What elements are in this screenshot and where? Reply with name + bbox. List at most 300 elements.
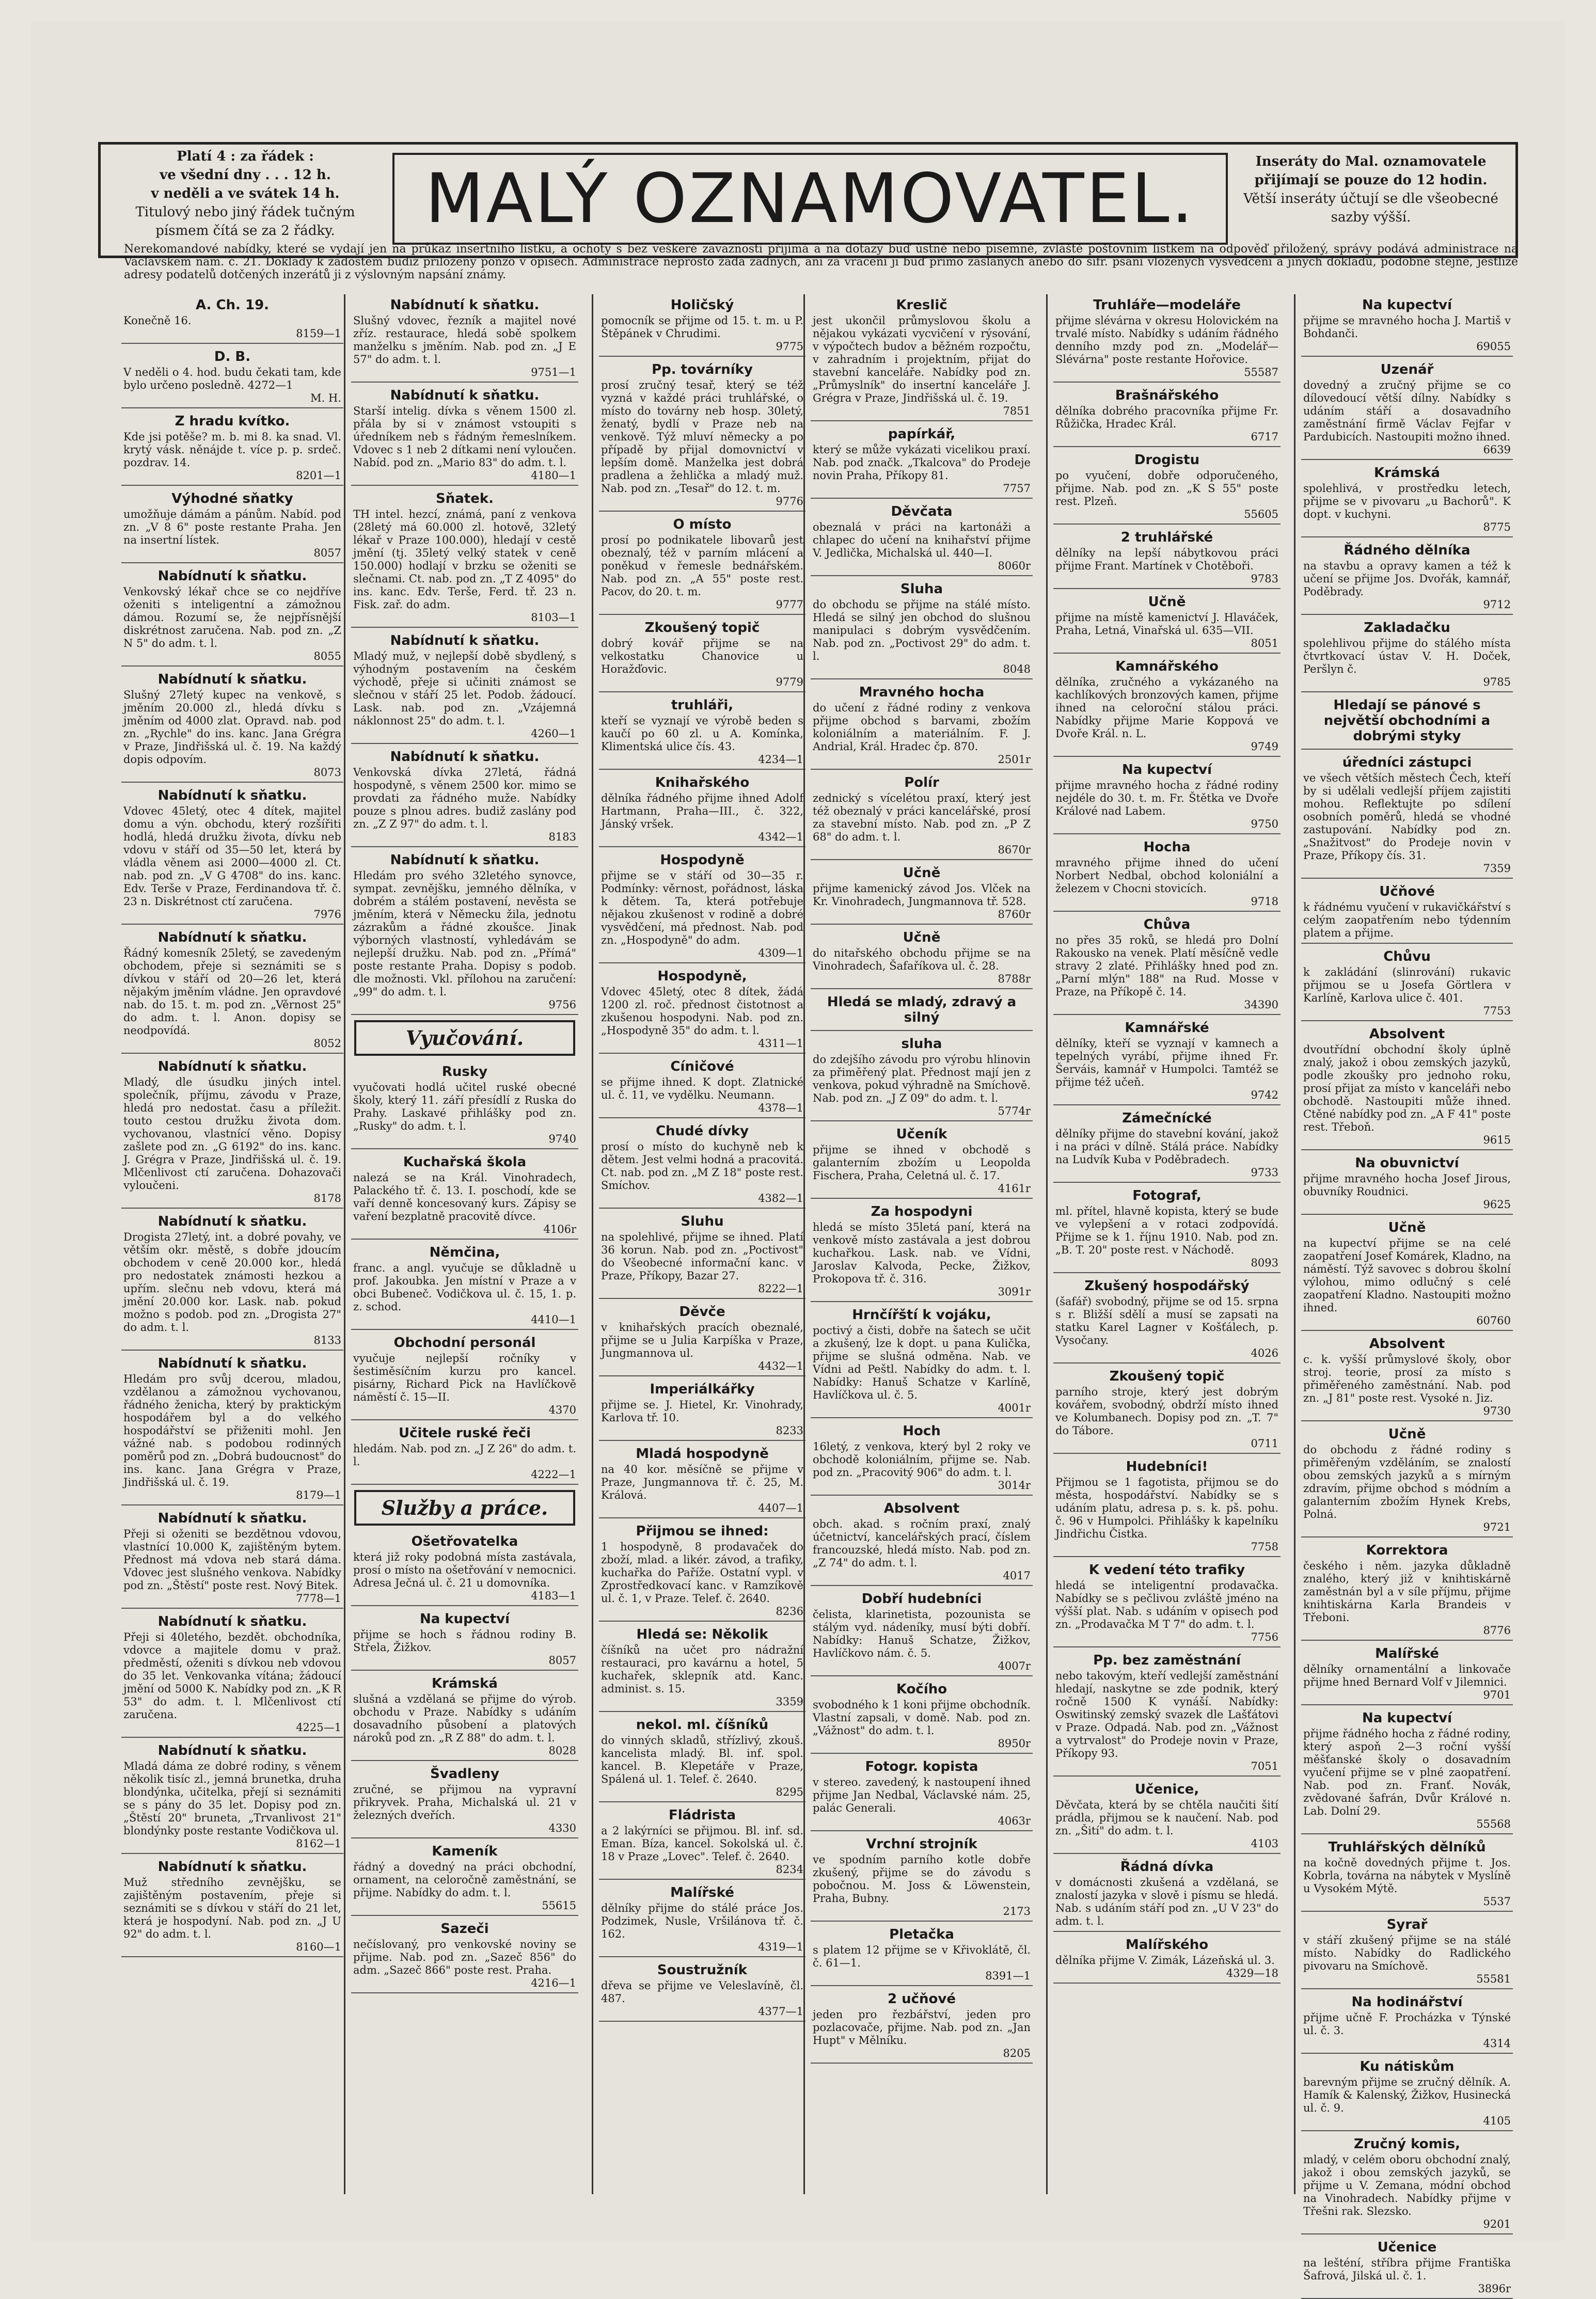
ad-heading: A. Ch. 19. [195,297,270,313]
ad-text: do obchodu z řádné rodiny s přiměřeným vzděláním, se znalostí obou zemských jazyků a s mírným zdravím, přijme obchod s módním a galanterním zbožím Hynek Krebs, Polná. [1303,1444,1511,1520]
classified-ad [599,1804,805,1880]
ad-heading: Nabídnutí k sňatku. [157,1214,307,1229]
classified-ad [599,772,805,847]
ad-reference-number: 4183—1 [531,1590,576,1602]
ad-reference-number: 8183 [548,831,576,843]
ad-heading: Učně [903,930,941,945]
ad-reference-number: 5774r [998,1105,1031,1117]
ad-heading: Hledá se: Několik [636,1627,768,1642]
ad-heading: Mladá hospodyně [636,1446,769,1462]
ad-text: se přijme ihned. K dopt. Zlatnické ul. č. 11, ve vydělku. Neumann. [601,1076,803,1101]
ad-text: která již roky podobná místa zastávala, prosí o místo na ošetřování v nemocnici. Adresa Ječná ul. č. 21 u domovníka. [353,1551,576,1589]
ad-text: čelista, klarinetista, pozounista se stálým vyd. nádeníky, musí býti dobří. Nabídky: Hanuš Schatze, Žižkov, Havlíčkovo nám. č. 5. [813,1608,1031,1659]
ad-reference-number: 9701 [1483,1689,1511,1701]
ad-text: poctivý a čisti, dobře na šatech se učit a zkušený, lze k dopt. u pana Kulička, přijme se slušná odměna. Nab. ve Vídni ad Peštl. Nabídky do adm. t. l. Nabídky: Hanuš Schatze v Karlíně, Havlíčkova ul. č. 5. [813,1324,1031,1401]
classified-ad [1301,2056,1513,2131]
ad-text: přijme řádného hocha z řádné rodiny, který aspoň 2—3 roční vyšší měšťanské školy o dosavadním vyučení přijme se v plné zaopatření. Nab. pod zn. Franť. Novák, zvědované šafrán, Dvůr Králové n. Lab. Dolní 29. [1303,1727,1511,1817]
ad-text: na kupectví přijme se na celé zaopatření Josef Komárek, Kladno, na náměstí. Týž savovec s dobrou školní výlohou, mimo odlučný s celé zaopatření Kladno. Nastoupiti možno ihned. [1303,1237,1511,1314]
ad-reference-number: 9783 [1251,573,1278,585]
classified-ad [121,294,343,344]
ad-heading: Ku nátiskům [1360,2059,1455,2074]
classified-ad [121,1508,343,1609]
ad-heading: Učňové [1379,884,1435,899]
ad-reference-number: 7851 [1003,405,1031,417]
ad-reference-number: 9756 [548,998,576,1011]
ad-heading: Nabídnutí k sňatku. [390,749,540,765]
ad-heading: Hospodyně [660,852,745,868]
ad-text: dělníky na lepší nábytkovou práci přijme Frant. Martínek v Chotěboři. [1055,547,1278,572]
ad-text: kteří se vyznají ve výrobě beden s kaučí po 60 zl. u A. Komínka, Klimentská ulice čís. 43. [601,715,803,753]
ad-heading: Absolvent [1369,1026,1445,1042]
ad-heading: Učenice, [1134,1782,1199,1797]
classified-ad [811,862,1033,925]
classified-ad [351,1531,578,1606]
ad-reference-number: 9730 [1483,1405,1511,1417]
ad-text: Venkovský lékař chce se co nejdříve oženiti s inteligentní a zámožnou dámou. Rozumí se, že nejpřísnější diskrétnost zaručena. Nab. pod zn. „Z N 5" do adm. t. l. [123,585,341,649]
classified-ad [121,410,343,486]
ad-heading: Výhodné sňatky [171,491,293,506]
ad-heading: Zakladačku [1364,620,1450,636]
classified-ad [1053,385,1281,447]
ad-reference-number: 8179—1 [296,1489,341,1501]
classified-ad [1301,2133,1513,2234]
classified-ad [811,1498,1033,1586]
ad-reference-number: 4330 [548,1822,576,1834]
classified-ad [599,1301,805,1376]
ad-text: v knihařských pracích obeznalé, přijme se u Julia Karpíška v Praze, Jungmannova ul. [601,1321,803,1359]
pricing-line: v neděli a ve svátek 14 h. [151,186,340,201]
ad-reference-number: 4382—1 [758,1192,803,1204]
ad-reference-number: 8234 [776,1863,803,1876]
classified-ad [1301,1540,1513,1641]
ad-text: Řádný komesník 25letý, se zavedeným obchodem, přeje si seznámiti se s dívkou v stáří od 20—26 let, která nějakým jměním vládne. Jen opravdové nab. do 15. t. m. pod zn. „Věrnost 25" do adm. t. l. Anon. dopisy se neodpovídá. [123,947,341,1037]
ad-text: dělníka přijme V. Zimák, Lázeňská ul. 3. [1055,1954,1275,1967]
ad-text: Hledám pro svůj dcerou, mladou, vzdělanou a zámožnou vychovanou, řádného ženicha, který by praktickým hospodářem byl a do velkého hospodářství se přiženiti mohl. Jen vážné nab. s podobou rodinných poměrů pod zn. „Dobrá budoucnost" do ins. kanc. Jana Grégra v Praze, Jindřišská ul. č. 19. [123,1373,341,1488]
classified-ad [121,1611,343,1738]
ad-reference-number: 4410—1 [531,1313,576,1326]
ad-reference-number: 2173 [1003,1905,1031,1917]
ad-heading: Sluhu [681,1214,724,1229]
ad-text: Mladý muž, v nejlepší době sbydlený, s výhodným postavením na českém východě, přeje si učiniti známost se slečnou v stáří 25 let. Podob. žádoucí. Lask. nab. pod zn. „Vzájemná náklonnost 25" do adm. t. l. [353,650,576,727]
classified-ad [811,927,1033,989]
classified-ad [351,488,578,628]
ad-reference-number: 8233 [776,1424,803,1437]
ad-text: českého i něm. jazyka důkladně znalého, který již v knihtiskárně zaměstnán byl a v síle příjmu, přijme knihtiskárna Karla Brandeis v Třeboni. [1303,1560,1511,1624]
classified-ad [599,1714,805,1802]
ad-reference-number: 60760 [1476,1314,1511,1327]
ad-heading: Polír [904,775,939,790]
classified-ad [599,1056,805,1118]
ad-text: Děvčata, která by se chtěla naučiti šití prádla, přijmou se k naučení. Nab. pod zn. „Šití" do adm. t. l. [1055,1799,1278,1837]
classified-ad [811,1420,1033,1496]
ad-reference-number: 55587 [1244,366,1278,378]
ad-heading: Uzenář [1380,362,1434,377]
ad-heading: Knihařského [655,775,750,790]
classified-ad [1053,591,1281,654]
ad-heading: Nabídnutí k sňatku. [390,297,540,313]
classified-ad [1301,1707,1513,1834]
ad-text: umožňuje dámám a pánům. Nabíd. pod zn. „V 8 6" poste restante Praha. Jen na insertní lístek. [123,508,341,546]
ad-reference-number: 0711 [1251,1437,1278,1450]
ad-heading: Ošetřovatelka [411,1534,518,1549]
ad-text: nečíslovaný, pro venkovské noviny se přijme. Nab. pod zn. „Sazeč 856" do adm. „Sazeč 866" poste rest. Praha. [353,1938,576,1976]
ad-reference-number: 9721 [1483,1521,1511,1533]
classified-ad [1301,1023,1513,1150]
ad-reference-number: 4103 [1251,1837,1278,1850]
ad-reference-number: 9712 [1483,598,1511,611]
ad-text: Konečně 16. [123,314,192,327]
ad-text: slušná a vzdělaná se přijme do výrob. obchodu v Praze. Nabídky s udáním dosavadního působení a platových nároků pod zn. „R Z 88" do adm. t. l. [353,1693,576,1744]
ad-reference-number: 2501r [998,753,1031,766]
ad-text: prosí zručný tesař, který se též vyzná v každé práci truhlářské, o místo do továrny neb hosp. 30letý, ženatý, bydlí v Praze neb na venkově. Týž mluví německy a po případě by přijal domovnictví v lepším domě. Manželka jest dobrá pradlena a žehlička a mladý muž. Nab. pod zn. „Tesař" do 12. t. m. [601,379,803,495]
classified-ad [599,965,805,1054]
deadline-box [1237,152,1505,245]
ad-text: vyučuje nejlepší ročníky v šestiměsíčním kurzu pro kancel. pisárny, Richard Pick na Havlíčkově náměstí č. 15—II. [353,1352,576,1403]
classified-ad [811,1201,1033,1302]
classified-ad [121,1056,343,1209]
ad-reference-number: 8073 [313,766,341,779]
ad-text: franc. a angl. vyučuje se důkladně u prof. Jakoubka. Jen místní v Praze a v obci Bubeneč. Vodičkova ul. č. 15, 1. p. z. schod. [353,1262,576,1313]
classified-ad [121,346,343,408]
ad-heading: Řádného dělníka [1344,543,1471,558]
ad-text: který se může vykázati vicelikou praxí. Nab. pod značk. „Tkalcova" do Prodeje novin Praha, Příkopy 81. [813,443,1031,482]
ad-text: Hledám pro svého 32letého synovce, sympat. zevnějšku, jemného dělníka, v dobrém a stálém postavení, nevěsta se jměním, která v Německu žila, jednotu zázrakům a řádné zkoušce. Jinak výborných vlastností, vyhledávám se nejlepší družku. Nab. pod zn. „Přímá" poste restante Praha. Dopisy s podob. dle možnosti. Vkl. přílohou na zaručení: „99" do adm. t. l. [353,869,576,998]
ad-heading: Nabídnutí k sňatku. [157,788,307,803]
ad-text: Mladá dáma ze dobré rodiny, s věnem několik tisíc zl., jemná brunetka, druha blondýnka, učitelka, přejí si seznámiti se s pány do 35 let. Dopisy pod zn. „Štěstí 20" bruneta, „Trvanlivost 21" blondýnky poste restante Vodičkova ul. [123,1760,341,1837]
ad-heading: Hospodyně, [657,969,747,984]
ad-text: parního stroje, který jest dobrým kovářem, svobodný, obdrží místo ihned ve Kolumbanech. Dopisy pod zn. „T. 7" do Tábore. [1055,1386,1278,1437]
ad-heading: Na kupectví [1362,297,1452,313]
ad-text: Venkovská dívka 27letá, řádná hospodyně, s věnem 2500 kor. mimo se provdati za řádného muže. Nabídky pouze s plnou adres. budiž zaslány pod zn. „Z Z 97" do adm. t. l. [353,766,576,830]
ad-text: v domácnosti zkušená a vzdělaná, se znalostí jazyka v slově i písmu se hledá. Nab. s udáním stáří pod zn. „U V 23" do adm. t. l. [1055,1876,1278,1927]
ad-heading: O místo [673,517,732,532]
deadline-line: Větší inseráty účtují se dle všeobecné sazby výšší. [1243,191,1498,225]
ad-heading: Učně [1388,1426,1426,1442]
classified-ad [1301,359,1513,460]
classified-ad [1053,1934,1281,1984]
ad-text: spolehlivou přijme do stálého místa čtvrtkovací ústav V. H. Doček, Peršlyn č. [1303,637,1511,675]
ad-reference-number: 8057 [548,1654,576,1667]
ad-reference-number: 9779 [776,676,803,688]
classified-ad [811,1304,1033,1418]
classified-ad [1053,294,1281,383]
ad-text: pomocník se přijme od 15. t. m. u P. Štěpánek v Chrudimi. [601,314,803,340]
column-rule [592,294,593,2194]
classified-ad [811,681,1033,770]
classified-ad [1301,1991,1513,2054]
classified-ad [811,772,1033,860]
ad-heading: Chůva [1143,917,1191,932]
ad-text: mladý, v celém oboru obchodní znalý, jakož i obou zemských jazyků, se přijme u V. Zemana, módní obchod na Vinohradech. Nabídky přijme v Třešni rak. Slezsko. [1303,2153,1511,2217]
ad-reference-number: 9785 [1483,676,1511,688]
classified-ad [811,1924,1033,1986]
ad-reference-number: 8950r [998,1737,1031,1750]
classified-ad [1053,914,1281,1015]
ad-reference-number: 8057 [313,547,341,559]
ad-heading: Hudebníci! [1126,1459,1208,1474]
ad-heading: Na kupectví [419,1611,510,1627]
classified-ad [1301,1643,1513,1705]
pricing-line: Titulový nebo jiný řádek tučným písmem čítá se za 2 řádky. [135,204,355,239]
ad-reference-number: 4319—1 [758,1941,803,1953]
classified-ad [1301,2237,1513,2299]
ad-heading: Pp. bez zaměstnání [1093,1653,1241,1668]
classified-ad [1301,1914,1513,1989]
ad-heading: Kamnářského [1115,659,1219,674]
ad-text: zednický s vícelétou praxí, který jest též obeznalý v práci kancelářské, prosí za stavební místo. Nab. pod zn. „P Z 68" do adm. t. l. [813,792,1031,843]
classified-ad [351,1061,578,1149]
classified-ad [1053,1017,1281,1105]
ad-heading: úředníci zástupci [1342,755,1472,770]
classified-ad [811,1033,1033,1121]
classified-ad [811,1678,1033,1754]
ad-reference-number: 8788r [998,973,1031,985]
ad-reference-number: 8760r [998,908,1031,921]
classified-ad [1301,946,1513,1021]
ad-heading: Řádná dívka [1120,1859,1214,1875]
ad-reference-number: 8236 [776,1605,803,1618]
ad-column-5 [1053,294,1281,2194]
ad-reference-number: 9740 [548,1133,576,1145]
classified-ad [811,1588,1033,1676]
ad-reference-number: 8159—1 [296,327,341,340]
ad-reference-number: 3091r [998,1286,1031,1298]
ad-text: c. k. vyšší průmyslové školy, obor stroj. teorie, prosí za místo s přiměřeného zaměstnání. Nab. pod zn. „J 81" poste rest. Vysoké n. Jiz. [1303,1353,1511,1404]
ad-text: dělníka řádného přijme ihned Adolf Hartmann, Praha—III., č. 322, Jánský vršek. [601,792,803,830]
classified-ad [599,1443,805,1518]
ad-heading: Korrektora [1366,1543,1448,1558]
ad-heading: Nabídnutí k sňatku. [157,1511,307,1526]
ad-heading: Hledá se mladý, zdravý a silný [827,994,1017,1025]
ad-reference-number: 7758 [1251,1541,1278,1553]
ad-heading: Nabídnutí k sňatku. [390,388,540,403]
ad-column-6 [1301,294,1513,2295]
ad-reference-number: 3014r [998,1479,1031,1492]
ad-text: dělníky ornamentální a linkovače přijme hned Bernard Volf v Jilemnici. [1303,1663,1511,1688]
ad-heading: Soustružník [657,1962,748,1978]
ad-heading: 2 učňové [887,1991,956,2007]
ad-reference-number: 4329—18 [1226,1967,1278,1979]
ad-heading: papírkář, [888,426,956,442]
ad-heading: Cíničové [670,1059,734,1074]
ad-text: do zdejšího závodu pro výrobu hlinovin za přiměřený plat. Přednost mají jen z venkova, pokud výhradně na Smíchově. Nab. pod zn. „J Z 09" do adm. t. l. [813,1053,1031,1104]
ad-text: přijme kamenický závod Jos. Vlček na Kr. Vinohradech, Jungmannova tř. 528. [813,882,1031,908]
ad-text: 16letý, z venkova, který byl 2 roky ve obchodě koloniálním, přijme se. Nab. pod zn. „Pracovitý 906" do adm. t. l. [813,1440,1031,1479]
classified-ad [351,1841,578,1916]
ad-heading: Dobří hudebníci [861,1591,982,1607]
classified-ad [1053,1275,1281,1363]
classified-ad [121,1856,343,1957]
pricing-line: ve všední dny . . . 12 h. [160,167,331,183]
ad-reference-number: 55615 [542,1899,576,1912]
ad-heading: Kreslič [896,297,947,313]
ad-heading: Nabídnutí k sňatku. [157,1614,307,1629]
ad-heading: Za hospodyni [871,1204,973,1219]
ad-text: v stereo. zavedený, k nastoupení ihned přijme Jan Nedbal, Václavské nám. 25, palác Generali. [813,1776,1031,1814]
ad-text: přijme mravného hocha z řádné rodiny nejdéle do 30. t. m. Fr. Štětka ve Dvoře Králové nad Labem. [1055,779,1278,817]
classified-ad [351,1763,578,1838]
ad-text: do nitařského obchodu přijme se na Vinohradech, Šafaříkova ul. č. 28. [813,947,1031,972]
ad-heading: Nabídnutí k sňatku. [157,568,307,584]
pricing-box [111,147,380,248]
ad-heading: Nabídnutí k sňatku. [157,1743,307,1758]
ad-text: přijme se hoch s řádnou rodiny B. Střela, Žižkov. [353,1628,576,1654]
classified-ad [599,694,805,770]
classified-ad [121,927,343,1054]
ad-text: přijme se ihned v obchodě s galanterním zbožím u Leopolda Fischera, Praha, Celetná ul. č. 17. [813,1144,1031,1182]
ad-heading: Kočího [896,1682,947,1697]
classified-ad [351,1673,578,1761]
classified-ad [811,1123,1033,1199]
ad-heading: Rusky [441,1064,488,1080]
ad-text: svobodného k 1 koni přijme obchodník. Vlastní zapsali, v domě. Nab. pod zn. „Vážnost" do adm. t. l. [813,1699,1031,1737]
ad-reference-number: 8052 [313,1037,341,1050]
ad-heading: Holičský [670,297,734,313]
classified-ad [811,423,1033,499]
classified-ad [1053,759,1281,834]
ad-text: prosí po podnikatele libovarů jest obeznalý, též v parním mlácení a poněkud v řemesle bednářském. Nab. pod zn. „A 55" poste rest. Pacov, do 20. t. m. [601,534,803,598]
ad-text: hledám. Nab. pod zn. „J Z 26" do adm. t. l. [353,1442,576,1468]
ad-heading: Z hradu kvítko. [175,414,290,429]
ad-heading: Na kupectví [1362,1710,1452,1726]
classified-ad [351,385,578,486]
ad-reference-number: 9615 [1483,1134,1511,1146]
ad-text: Přeji si oženiti se bezdětnou vdovou, vlastnící 10.000 K, zajištěným bytem. Přednost má vdova neb stará dáma. Vdovec jest slušného venkova. Nabídky pod zn. „Štěstí" poste rest. Nový Bitek. [123,1528,341,1592]
classified-ad [351,849,578,1015]
ad-reference-number: 55605 [1244,508,1278,520]
ad-reference-number: 4432—1 [758,1360,803,1372]
classified-ad [351,1332,578,1420]
ad-text: Vdovec 45letý, otec 4 dítek, majitel domu a výn. obchodu, který rozšířiti hodlá, hledá družku života, dívku neb vdovu v stáří od 35—50 let, která by vládla věnem asi 2000—4000 zl. Ct. nab. pod zn. „V G 4708" do ins. kanc. Edv. Terše v Praze, Ferdinandova tř. č. 23 n. Diskrétnost ctí zaručena. [123,805,341,908]
ad-reference-number: 8670r [998,844,1031,856]
column-rule [1294,294,1295,2194]
ad-text: Vdovec 45letý, otec 8 dítek, žádá 1200 zl. roč. přednost čistotnost a zkušenou hospodyni. Nab. pod zn. „Hospodyně 35" do adm. t. l. [601,986,803,1037]
ad-text: ml. přítel, hlavně kopista, který se bude ve vylepšení a v rotaci zodpovídá. Přijme se k 1. říjnu 1910. Nab. pod zn. „B. T. 20" poste rest. v Náchodě. [1055,1205,1278,1256]
ad-text: jeden pro řezbářství, jeden pro pozlacovače, přijme. Nab. pod zn. „Jan Hupt" v Mělníku. [813,2008,1031,2047]
ad-text: dvoutřídní obchodní školy úplně znalý, jakož i obou zemských jazyků, podle zkoušky pro jednoho roku, prosí přijat za místo v kanceláři nebo obchodě. Nastoupiti může ihned. Ctěné nabídky pod zn. „A F 41" poste rest. Třeboň. [1303,1043,1511,1133]
ad-heading: Mravného hocha [859,685,985,700]
ad-reference-number: 4105 [1483,2115,1511,2127]
ad-text: no přes 35 roků, se hledá pro Dolní Rakousko na venek. Platí měsíčně vedle stravy 2 zlaté. Přihlášky hned pod zn. „Parní mlýn" 188" na Rud. Mosse v Praze, na Příkopě č. 14. [1055,934,1278,998]
ad-heading: Zručný komis, [1354,2136,1460,2152]
column-rule [803,294,805,2194]
classified-ad [1301,1333,1513,1421]
ad-heading: Učně [1388,1220,1426,1235]
classified-ad [599,514,805,615]
ad-text: Muž středního zevnějšku, se zajištěným postavením, přeje si seznámiti se s dívkou v stáří do 21 let, která je hospodyní. Nab. pod zn. „J U 92" do adm. t. l. [123,1876,341,1940]
classified-ad [121,669,343,783]
ad-text: na kočně dovedných přijme t. Jos. Kobrla, továrna na nábytek v Myslíně u Vysokém Mýtě. [1303,1857,1511,1895]
ad-reference-number: 8776 [1483,1624,1511,1637]
ad-heading: Hoch [903,1423,941,1439]
classified-ad [1053,1856,1281,1932]
classified-ad [1301,462,1513,537]
ad-heading: Chudé dívky [655,1123,749,1139]
ad-heading: Na kupectví [1121,762,1212,778]
ad-heading: Fotogr. kopista [865,1759,978,1774]
ad-reference-number: 55581 [1476,1973,1511,1985]
ad-heading: Kamnářské [1125,1020,1209,1036]
ad-heading: Pp. továrníky [652,362,753,377]
classified-ad [1053,1559,1281,1647]
classified-ad [599,1211,805,1299]
ad-heading: Krámská [432,1676,498,1691]
classified-ad [351,294,578,383]
ad-reference-number: 7976 [313,908,341,921]
classified-ad [599,1959,805,2022]
ad-heading: Učitele ruské řeči [399,1425,531,1441]
ad-heading: Syrař [1386,1917,1428,1932]
ad-text: na stavbu a opravy kamen a též k učení se přijme Jos. Dvořák, kamnář, Poděbrady. [1303,560,1511,598]
classified-ad [121,785,343,925]
administration-notice: Nerekomandové nabídky, které se vydají jen na průkaz insertního lístku, a ochoty s bez veškeré zavaznosti přijímá a na dotazy buď ústně nebo písemně, zvláště poštovním lístkem na odpověď přiložený, správy podává administrace na Václavském nám. č. 21. Doklady k žádostem budiž přiložený ponzo v opisech. Administrace neprosto žádá zadných, ani za vracení ji buď přímo zaslaných anebo do šifr. psaní vložených vysvědčení a jiných dokladů, podobně stejně, jestliže adresy podatelů dotčených inzerátů ji z výslovným napsání známy. [124,243,1518,281]
ad-reference-number: 4378—1 [758,1102,803,1114]
ad-heading: Sazeči [440,1921,489,1937]
ad-text: mravného přijme ihned do učení Norbert Nedbal, obchod koloniální a železem v Chocni stovicích. [1055,857,1278,895]
ad-reference-number: 7051 [1251,1760,1278,1772]
ad-reference-number: 8295 [776,1786,803,1798]
pricing-line: Platí 4 : za řádek : [177,149,314,164]
section-banner: Vyučování. [354,1020,575,1056]
ad-heading: Kameník [432,1844,498,1859]
ad-reference-number: 4234—1 [758,753,803,766]
ad-reference-number: 9749 [1251,740,1278,753]
ad-heading: Malířského [1125,1937,1209,1953]
ad-heading: Nabídnutí k sňatku. [157,1059,307,1074]
ad-text: a 2 lakýrníci se přijmou. Bl. inf. sd. Eman. Bíza, kancel. Sokolská ul. č. 18 v Praze „Lovec". Telef. č. 2640. [601,1825,803,1863]
ad-text: Slušný vdovec, řezník a majitel nové zříz. restaurace, hledá sobě spolkem manželku s jměním. Nab. pod zn. „J E 57" do adm. t. l. [353,314,576,366]
ad-reference-number: 8201—1 [296,469,341,482]
classified-ad [811,991,1033,1031]
ad-reference-number: 4063r [998,1815,1031,1827]
ad-reference-number: 8060r [998,560,1031,572]
ad-heading: Učně [1148,594,1186,610]
classified-ad [1053,1107,1281,1183]
classified-ad [351,630,578,744]
ad-reference-number: 69055 [1476,340,1511,353]
classified-ad [811,578,1033,679]
ad-text: hledá se místo 35letá paní, která na venkově místo zastávala a jest dobrou kuchařkou. Lask. nab. ve Vídni, Jaroslav Kalvoda, Pecke, Žižkov, Prokopova tř. č. 316. [813,1221,1031,1285]
ad-heading: Nabídnutí k sňatku. [157,1859,307,1875]
ad-heading: Zkušený hospodářský [1084,1278,1250,1294]
classified-ad [1053,656,1281,757]
ad-reference-number: M. H. [310,392,341,404]
ad-reference-number: 4222—1 [531,1468,576,1481]
ad-text: dovedný a zručný přijme se co dílovedoucí větší dílny. Nabídky s udáním stáří a dosavadního zaměstnání firmě Václav Fejfar v Pardubicích. Nastoupiti možno ihned. [1303,379,1511,443]
ad-reference-number: 7359 [1483,862,1511,875]
ad-reference-number: 6639 [1483,443,1511,456]
section-banner: Služby a práce. [354,1490,575,1526]
ad-heading: K vedení této trafiky [1088,1562,1245,1578]
ad-reference-number: 8222—1 [758,1282,803,1295]
ad-text: nebo takovým, kteří vedlejší zaměstnání hledají, naskytne se zde podnik, který ročně 1500 K vynáší. Nabídky: Oswitinský zemský svazek dle Lašťátovi v Praze. Odpadá. Nab. pod zn. „Vážnost a vytrvalost" do Prodeje novin v Praze, Příkopy 93. [1055,1670,1278,1759]
ad-text: Přeji si 40letého, bezdět. obchodníka, vdovce a majitele domu v praž. předměstí, oženiti s dívkou neb vdovou do 35 let. Venkovanka vítána; žádoucí jmění od 5000 K. Nabídky pod zn. „K R 53" do adm. t. l. Mlčenlivost ctí zaručena. [123,1631,341,1721]
ad-text: dobrý kovář přijme se na velkostatku Chanovice u Horažďovic. [601,637,803,675]
classified-ad [1301,881,1513,944]
ad-reference-number: 8103—1 [531,611,576,624]
ad-reference-number: 5537 [1483,1895,1511,1908]
ad-reference-number: 8055 [313,650,341,662]
classified-ad [1301,1217,1513,1331]
ad-reference-number: 4106r [543,1223,576,1235]
ad-reference-number: 4311—1 [758,1037,803,1050]
classified-ad [1301,617,1513,692]
ad-text: na spolehlivé, přijme se ihned. Platí 36 korun. Nab. pod zn. „Poctivost" do Všeobecné informační kanc. v Praze, Příkopy, Bazar 27. [601,1231,803,1282]
ad-heading: Děvčata [891,504,953,519]
ad-heading: Vrchní strojník [866,1836,977,1852]
ad-text: přijme mravného hocha Josef Jirous, obuvníky Roudnici. [1303,1172,1511,1198]
ad-text: prosí o místo do kuchyně neb k dětem. Jest velmi hodná a pracovitá. Ct. nab. pod zn. „M Z 18" poste rest. Smíchov. [601,1140,803,1192]
